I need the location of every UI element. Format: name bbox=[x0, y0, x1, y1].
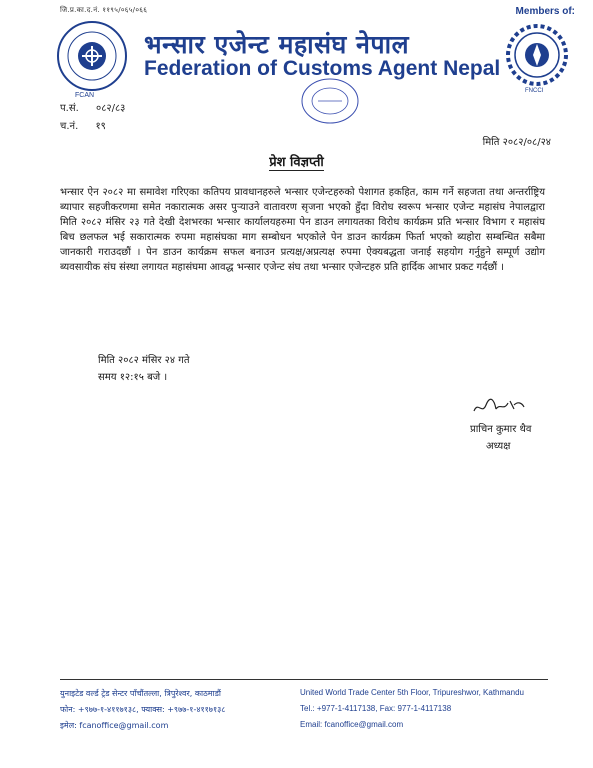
signatory-name: प्राचिन कुमार थैव bbox=[470, 424, 532, 435]
members-of-label: Members of: bbox=[515, 6, 575, 17]
chalani-number bbox=[60, 118, 106, 132]
patra-label: प.सं. bbox=[60, 103, 79, 114]
heading-text: प्रेश विज्ञप्ती bbox=[269, 155, 324, 170]
chalani-label: च.नं. bbox=[60, 121, 79, 132]
footer-divider bbox=[60, 679, 548, 680]
fcan-logo-icon bbox=[56, 20, 128, 92]
patra-number bbox=[60, 100, 125, 114]
footer-email-english[interactable]: Email: fcanoffice@gmail.com bbox=[300, 720, 404, 729]
signatory-title: अध्यक्ष bbox=[486, 441, 511, 452]
footer-email-nepali[interactable]: इमेल: fcanoffice@gmail.com bbox=[60, 721, 169, 730]
fncci-caption: FNCCI bbox=[525, 88, 544, 94]
footer-phone-nepali: फोन: +९७७-१-४११७१३८, फ्याक्स: +९७७-१-४११७१३८ bbox=[60, 705, 226, 714]
signature-icon bbox=[470, 395, 528, 419]
chalani-value: १९ bbox=[95, 121, 106, 132]
fcan-caption: FCAN bbox=[75, 92, 95, 99]
patra-value: ०८२/८३ bbox=[96, 103, 126, 114]
press-release-heading bbox=[0, 152, 593, 170]
footer-phone-english: Tel.: +977-1-4117138, Fax: 977-1-4117138 bbox=[300, 704, 452, 713]
press-release-body: भन्सार ऐन २०८२ मा समावेश गरिएका कतिपय प्रावधानहरुले भन्सार एजेन्टहरुको पेशागत हकहित, काम गर्ने सहजता तथा अन्तर्राष्ट्रिय ब्यापार सहजीकरणमा समेत नकारात्मक असर पुऱ्याउने वातावरण सृजना भएको हुँदा विरोध स्वरूप भन्सार एजेन्ट महासंघ नेपालद्वारा मिति २०८२ मंसिर २३ गते देखी देशभरका भन्सार कार्यालयहरुमा पेन डाउन लगायतका विरोध कार्यक्रम प्रति भन्सार विभाग र महासंघ बिच छलफल भई सकारात्मक रुपमा महासंघका माग सम्बोधन भएकोले पेन डाउन कार्यक्रम फिर्ता भएको ब्यहोरा सम्बन्धित सबैमा जानकारी गराउदछौं । पेन डाउन कार्यक्रम सफल बनाउन प्रत्यक्ष/अप्रत्यक्ष रुपमा ऐक्यबद्धता जनाई सहयोग गर्नुहुने सम्पूर्ण उद्योग ब्यवसायीक संघ संस्था लगायत महासंघमा आवद्ध भन्सार एजेन्ट संघ तथा भन्सार एजेन्टहरु प्रति हार्दिक आभार प्रकट गर्दछौं । bbox=[60, 187, 545, 273]
closing-time: समय १२:१५ बजे । bbox=[98, 372, 168, 383]
org-title-english: Federation of Customs Agent Nepal bbox=[144, 57, 501, 80]
fncci-logo-icon bbox=[506, 24, 568, 86]
footer-address-nepali: युनाइटेड वर्ल्ड ट्रेड सेन्टर पाँचौंतल्ला, त्रिपुरेश्वर, काठमाडौं bbox=[60, 689, 221, 698]
footer-address-english: United World Trade Center 5th Floor, Tripureshwor, Kathmandu bbox=[300, 688, 524, 697]
registration-number: जि.प्र.का.द.नं. ११९५/०६५/०६६ bbox=[60, 6, 148, 14]
organization-stamp-icon bbox=[300, 76, 360, 126]
closing-date: मिति २०८२ मंसिर २४ गते bbox=[98, 355, 190, 366]
letter-date: मिति २०८२/०८/२४ bbox=[482, 137, 551, 148]
org-title-nepali: भन्सार एजेन्ट महासंघ नेपाल bbox=[144, 30, 410, 59]
